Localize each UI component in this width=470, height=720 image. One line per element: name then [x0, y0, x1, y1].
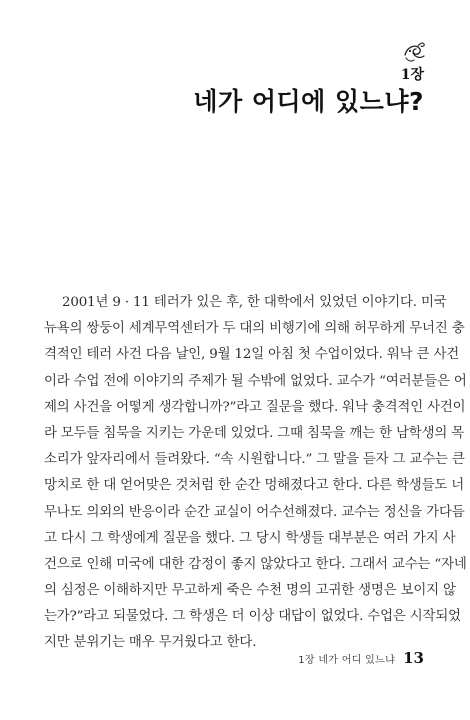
text-line: 는가?”라고 되물었다. 그 학생은 더 이상 대답이 없었다. 수업은 시작되었 [44, 609, 461, 625]
text-line: 격적인 테러 사건 다음 날인, 9월 12일 아침 첫 수업이었다. 워낙 큰 사건 [44, 347, 460, 363]
text-line: 무나도 의외의 반응이라 순간 교실이 어수선해졌다. 교수는 정신을 가다듬 [44, 504, 465, 520]
running-title: 1장 네가 어디 있느냐 [298, 655, 396, 666]
text-line: 지만 분위기는 매우 무거웠다고 한다. [44, 635, 257, 651]
text-line: 제의 사건을 어떻게 생각합니까?”라고 질문을 했다. 워낙 충격적인 사건이 [44, 399, 466, 415]
page-number: 13 [403, 649, 424, 667]
chapter-title: 네가 어디에 있느냐? [193, 87, 424, 116]
chapter-number: 1장 [400, 67, 424, 83]
text-line: 의 심정은 이해하지만 무고하게 죽은 수천 명의 고귀한 생명은 보이지 않 [44, 583, 456, 599]
text-line: 라 모두들 침묵을 지키는 가운데 있었다. 그때 침묵을 깨는 한 남학생의 목 [44, 425, 465, 441]
text-line: 고 다시 그 학생에게 질문을 했다. 그 당시 학생들 대부분은 여러 가지 사 [44, 530, 456, 546]
body-text [44, 290, 467, 657]
page-footer [298, 648, 424, 667]
text-line: 망치로 한 대 얻어맞은 것처럼 한 순간 멍해졌다고 한다. 다른 학생들도 너 [44, 478, 465, 494]
flourish-ornament-icon [400, 38, 428, 66]
text-line: 2001년 9 · 11 테러가 있은 후, 한 대학에서 있었던 이야기다. 미국 [62, 295, 447, 310]
text-line: 소리가 앞자리에서 들려왔다. “속 시원합니다.” 그 말을 듣자 그 교수는 큰 [44, 452, 465, 468]
text-line: 이라 수업 전에 이야기의 주제가 될 수밖에 없었다. 교수가 “여러분들은 어 [44, 373, 467, 389]
text-line: 건으로 인해 미국에 대한 감정이 좋지 않았다고 한다. 그래서 교수는 “자네 [44, 556, 467, 572]
text-line: 뉴욕의 쌍둥이 세계무역센터가 두 대의 비행기에 의해 허무하게 무너진 충 [44, 321, 465, 337]
